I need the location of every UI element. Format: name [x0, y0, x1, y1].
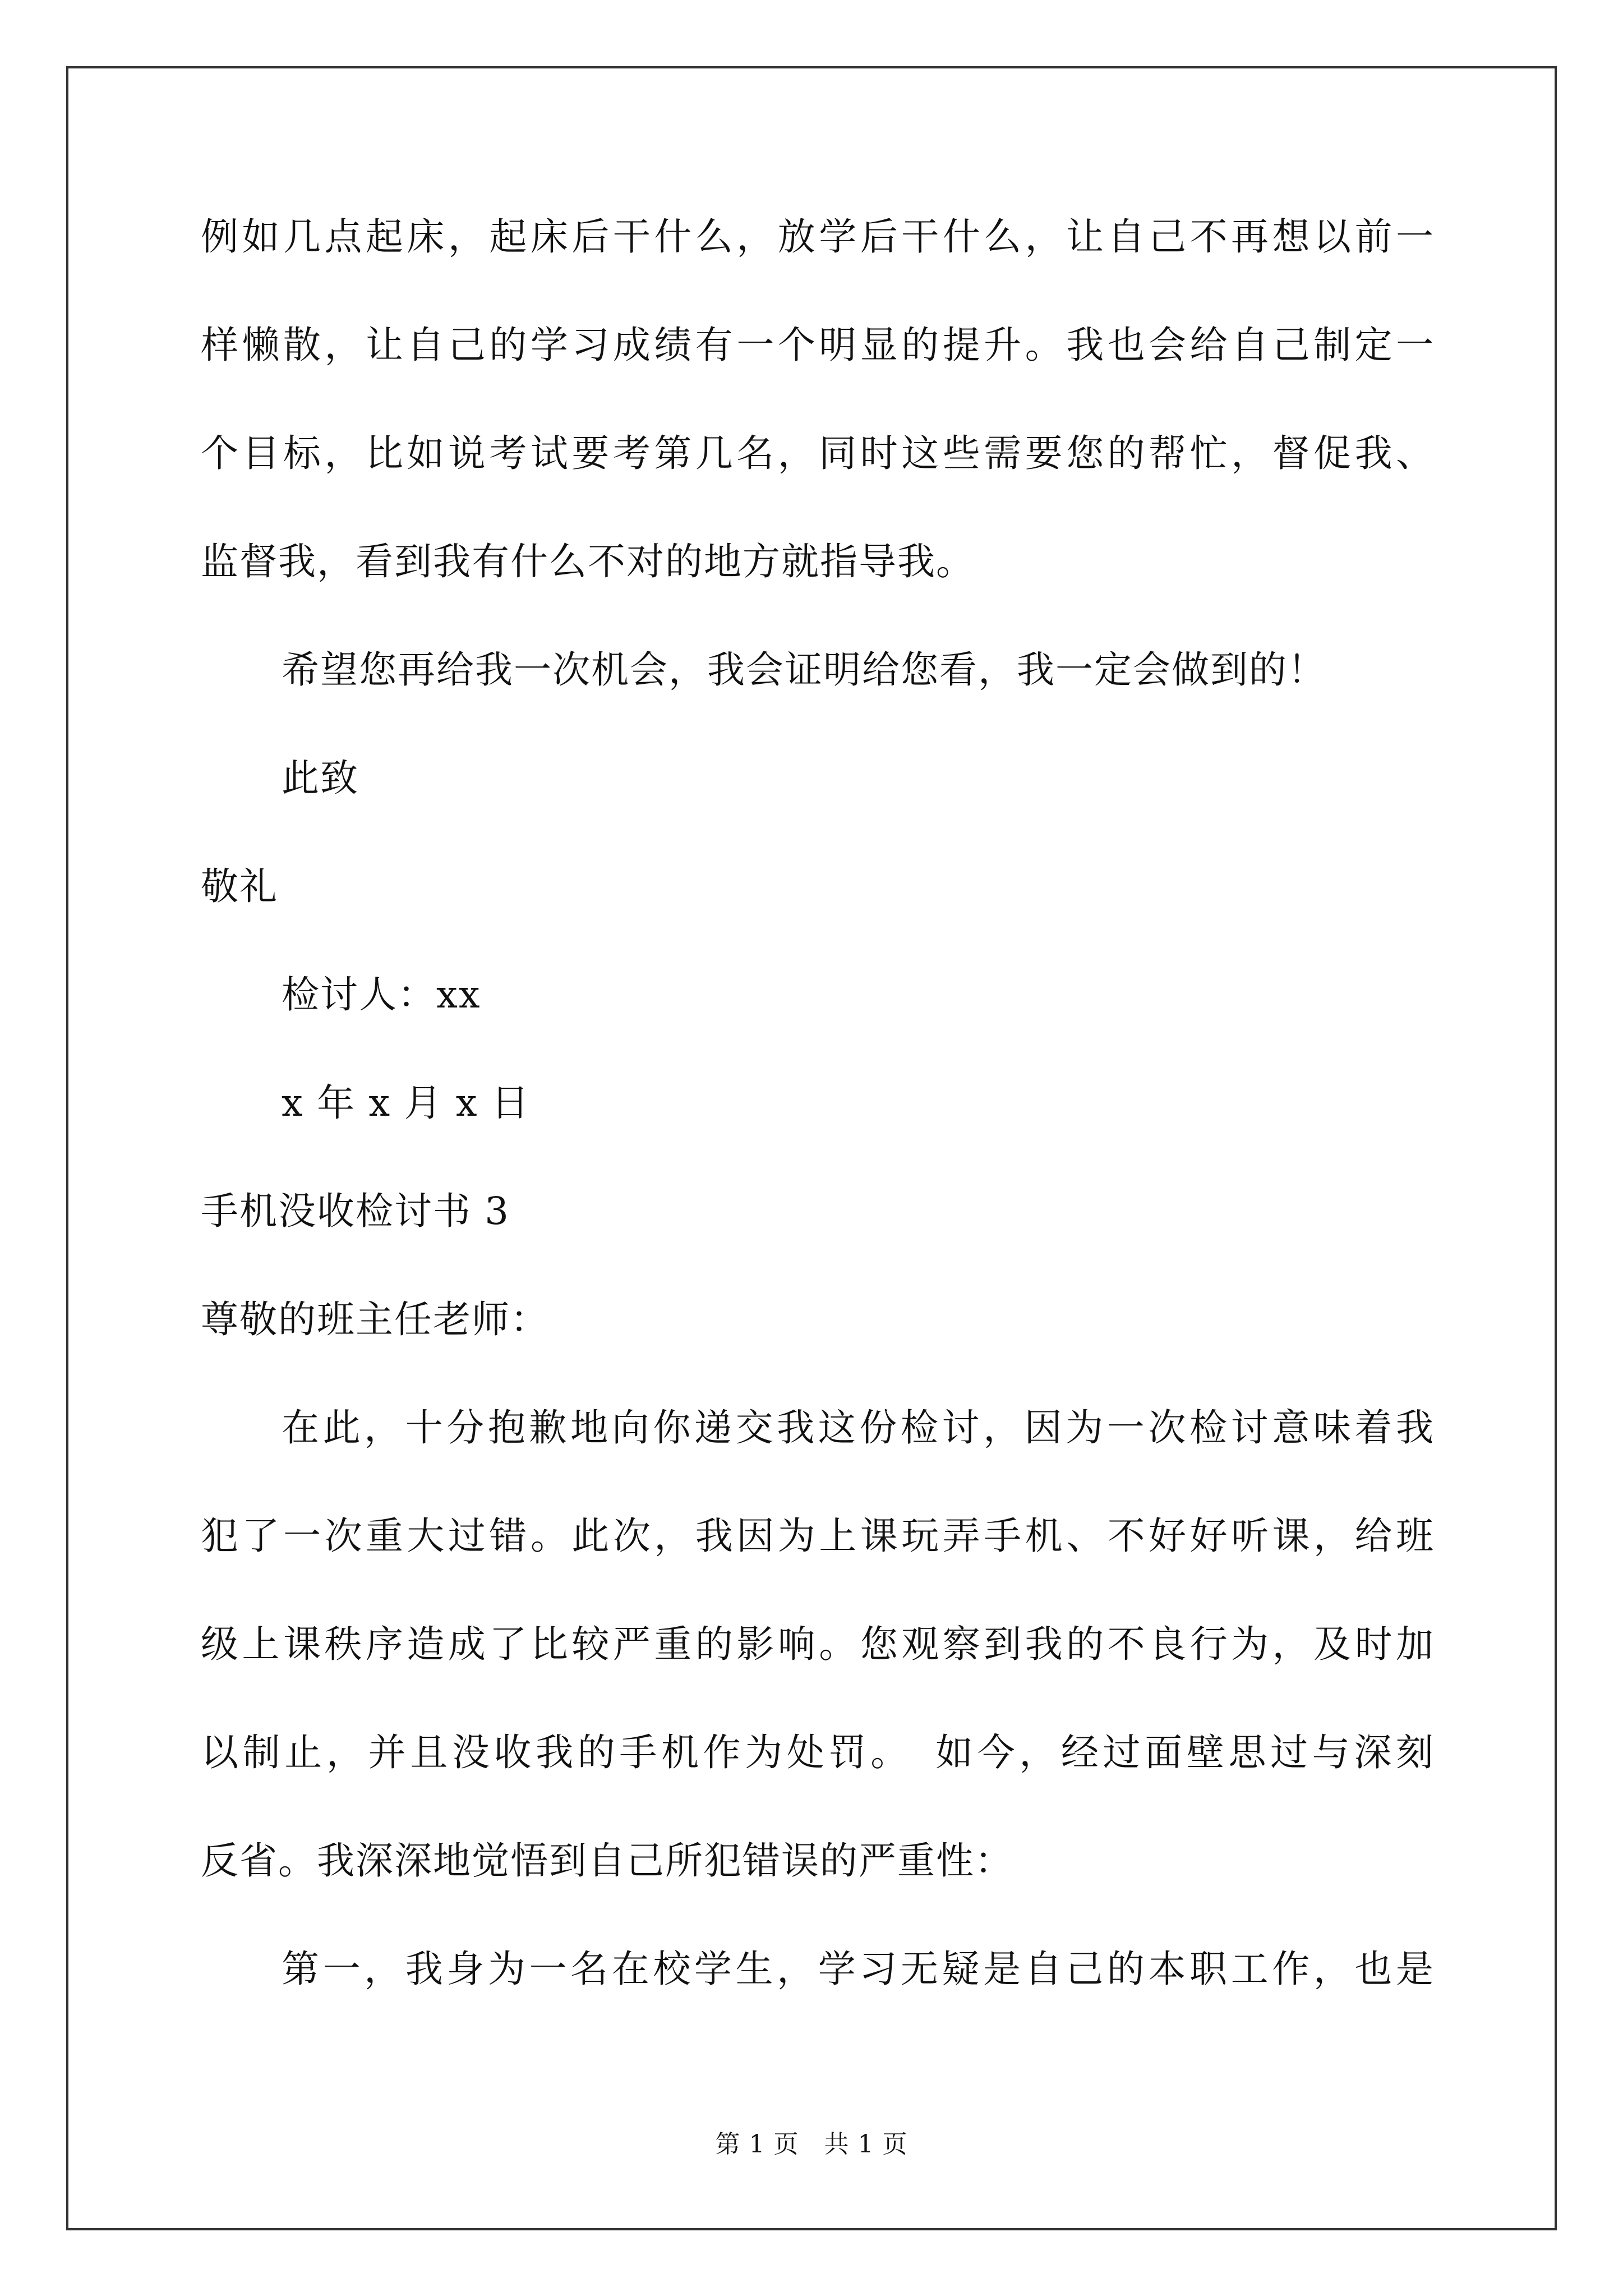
- text-line: 反省。我深深地觉悟到自己所犯错误的严重性：: [201, 1839, 1013, 1883]
- text-line: 犯了一次重大过错。此次，我因为上课玩弄手机、不好好听课，给班: [201, 1514, 1435, 1558]
- page-border: [66, 66, 1557, 2230]
- text-line: 希望您再给我一次机会，我会证明给您看，我一定会做到的！: [282, 648, 1326, 692]
- text-line: 级上课秩序造成了比较严重的影响。您观察到我的不良行为，及时加: [201, 1622, 1435, 1666]
- greeting: 尊敬的班主任老师：: [201, 1297, 549, 1341]
- closing-regards: 敬礼: [201, 864, 278, 908]
- text-line: 第一，我身为一名在校学生，学习无疑是自己的本职工作，也是: [282, 1947, 1435, 1991]
- text-line: 监督我，看到我有什么不对的地方就指导我。: [201, 540, 975, 583]
- closing-salutation: 此致: [282, 756, 359, 800]
- signature-line: 检讨人：xx: [282, 973, 481, 1016]
- section-title: 手机没收检讨书 3: [201, 1189, 510, 1233]
- text-line: 样懒散，让自己的学习成绩有一个明显的提升。我也会给自己制定一: [201, 323, 1435, 367]
- text-line: 个目标，比如说考试要考第几名，同时这些需要您的帮忙，督促我、: [201, 431, 1435, 475]
- text-line: 以制止，并且没收我的手机作为处罚。 如今，经过面壁思过与深刻: [201, 1731, 1435, 1774]
- text-line: 在此，十分抱歉地向你递交我这份检讨，因为一次检讨意味着我: [282, 1406, 1435, 1450]
- page-footer: 第 1 页 共 1 页: [715, 2130, 908, 2159]
- date-line: x 年 x 月 x 日: [282, 1081, 530, 1125]
- text-line: 例如几点起床，起床后干什么，放学后干什么，让自己不再想以前一: [201, 215, 1435, 259]
